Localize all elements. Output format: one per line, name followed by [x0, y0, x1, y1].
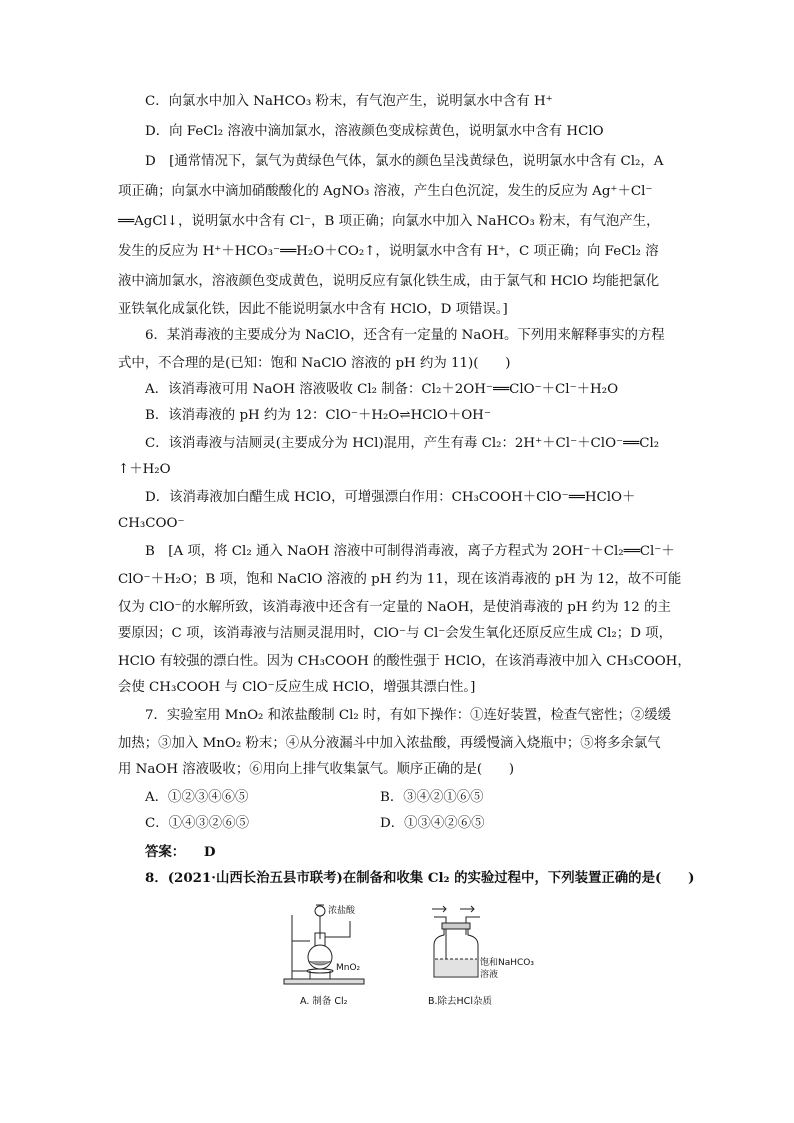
q7-option-b: B．③④②①⑥⑤: [380, 790, 484, 805]
q6-option-c-line: C．该消毒液与洁厕灵(主要成分为 HCl)混用，产生有毒 Cl₂：2H⁺＋Cl⁻＋ClO⁻══Cl₂: [145, 436, 660, 451]
answer-row: [145, 842, 215, 862]
q6-stem-line: 6．某消毒液的主要成分为 NaClO，还含有一定量的 NaOH。下列用来解释事实的方程: [145, 328, 665, 343]
answer-label: 答案：: [145, 844, 186, 860]
q8-figures: [0, 895, 794, 1015]
figure-b-label-solution: 饱和NaHCO₃: [480, 958, 534, 968]
q6-explain-line: 要原因；C 项，该消毒液与洁厕灵混用时，ClO⁻与 Cl⁻会发生氧化还原反应生成 Cl₂；D 项，: [118, 626, 672, 641]
q7-stem-line: 加热；③加入 MnO₂ 粉末；④从分液漏斗中加入浓盐酸，再缓慢滴入烧瓶中；⑤将多余氯气: [118, 736, 661, 751]
q5-explain-line: 亚铁氧化成氯化铁，因此不能说明氯水中含有 HClO，D 项错误。]: [118, 302, 508, 317]
q6-stem-line: 式中，不合理的是(已知：饱和 NaClO 溶液的 pH 约为 11)( ): [118, 356, 511, 371]
answer-value: D: [203, 844, 216, 860]
q8-stem: 8．(2021·山西长治五县市联考)在制备和收集 Cl₂ 的实验过程中，下列装置正确的是( ): [145, 870, 695, 886]
figure-b-label-solution-2: 溶液: [480, 970, 499, 980]
q7-option-a: A．①②③④⑥⑤: [145, 790, 249, 805]
q6-explain-line: 会使 CH₃COOH 与 ClO⁻反应生成 HClO，增强其漂白性。]: [118, 680, 476, 695]
q6-explain-line: 仅为 ClO⁻的水解所致，该消毒液中还含有一定量的 NaOH，是使消毒液的 pH 约为 12 的主: [118, 600, 671, 615]
figure-b-caption: B.除去HCl杂质: [428, 996, 492, 1007]
q6-option-c-line: ↑＋H₂O: [118, 462, 171, 477]
q5-explain-line: 液中滴加氯水，溶液颜色变成黄色，说明反应有氯化铁生成，由于氯气和 HClO 均能把氯化: [118, 274, 660, 289]
q6-option-a: A．该消毒液可用 NaOH 溶液吸收 Cl₂ 制备：Cl₂＋2OH⁻══ClO⁻＋Cl⁻＋H₂O: [145, 382, 619, 397]
q6-option-d-line: D．该消毒液加白醋生成 HClO，可增强漂白作用：CH₃COOH＋ClO⁻══HClO＋: [145, 490, 636, 505]
q5-option-d: D．向 FeCl₂ 溶液中滴加氯水，溶液颜色变成棕黄色，说明氯水中含有 HClO: [145, 124, 604, 139]
q6-explain-line: ClO⁻＋H₂O；B 项，饱和 NaClO 溶液的 pH 约为 11，现在该消毒液的 pH 为 12，故不可能: [118, 572, 682, 587]
q6-explain-line: B [A 项，将 Cl₂ 通入 NaOH 溶液中可制得消毒液，离子方程式为 2OH⁻＋Cl₂══Cl⁻＋: [145, 544, 675, 559]
q6-option-d-line: CH₃COO⁻: [118, 516, 185, 531]
q7-option-d: D．①③④②⑥⑤: [380, 816, 485, 831]
q5-explain-line: 项正确；向氯水中滴加硝酸酸化的 AgNO₃ 溶液，产生白色沉淀，发生的反应为 Ag⁺＋Cl⁻: [118, 184, 653, 199]
q7-stem-line: 7．实验室用 MnO₂ 和浓盐酸制 Cl₂ 时，有如下操作：①连好装置，检查气密性；②缓缓: [145, 708, 672, 723]
q5-explain-line: 发生的反应为 H⁺＋HCO₃⁻══H₂O＋CO₂↑，说明氯水中含有 H⁺，C 项正确；向 FeCl₂ 溶: [118, 244, 659, 259]
q7-stem-line: 用 NaOH 溶液吸收；⑥用向上排气收集氯气。顺序正确的是( ): [118, 762, 515, 777]
figure-a-label-hcl: 浓盐酸: [328, 906, 356, 916]
q5-option-c: C．向氯水中加入 NaHCO₃ 粉末，有气泡产生，说明氯水中含有 H⁺: [145, 94, 553, 109]
q6-explain-line: HClO 有较强的漂白性。因为 CH₃COOH 的酸性强于 HClO，在该消毒液中加入 CH₃COOH，: [118, 654, 691, 669]
q7-option-c: C．①④③②⑥⑤: [145, 816, 249, 831]
q5-explain-line: ══AgCl↓，说明氯水中含有 Cl⁻，B 项正确；向氯水中加入 NaHCO₃ 粉末，有气泡产生，: [118, 214, 660, 229]
figure-a-label-mno2: MnO₂: [336, 963, 361, 973]
q5-explain-line: D [通常情况下，氯气为黄绿色气体，氯水的颜色呈浅黄绿色，说明氯水中含有 Cl₂，A: [145, 154, 664, 169]
q6-option-b: B．该消毒液的 pH 约为 12：ClO⁻＋H₂O⇌HClO＋OH⁻: [145, 408, 491, 423]
figure-a-caption: A. 制备 Cl₂: [300, 996, 348, 1007]
